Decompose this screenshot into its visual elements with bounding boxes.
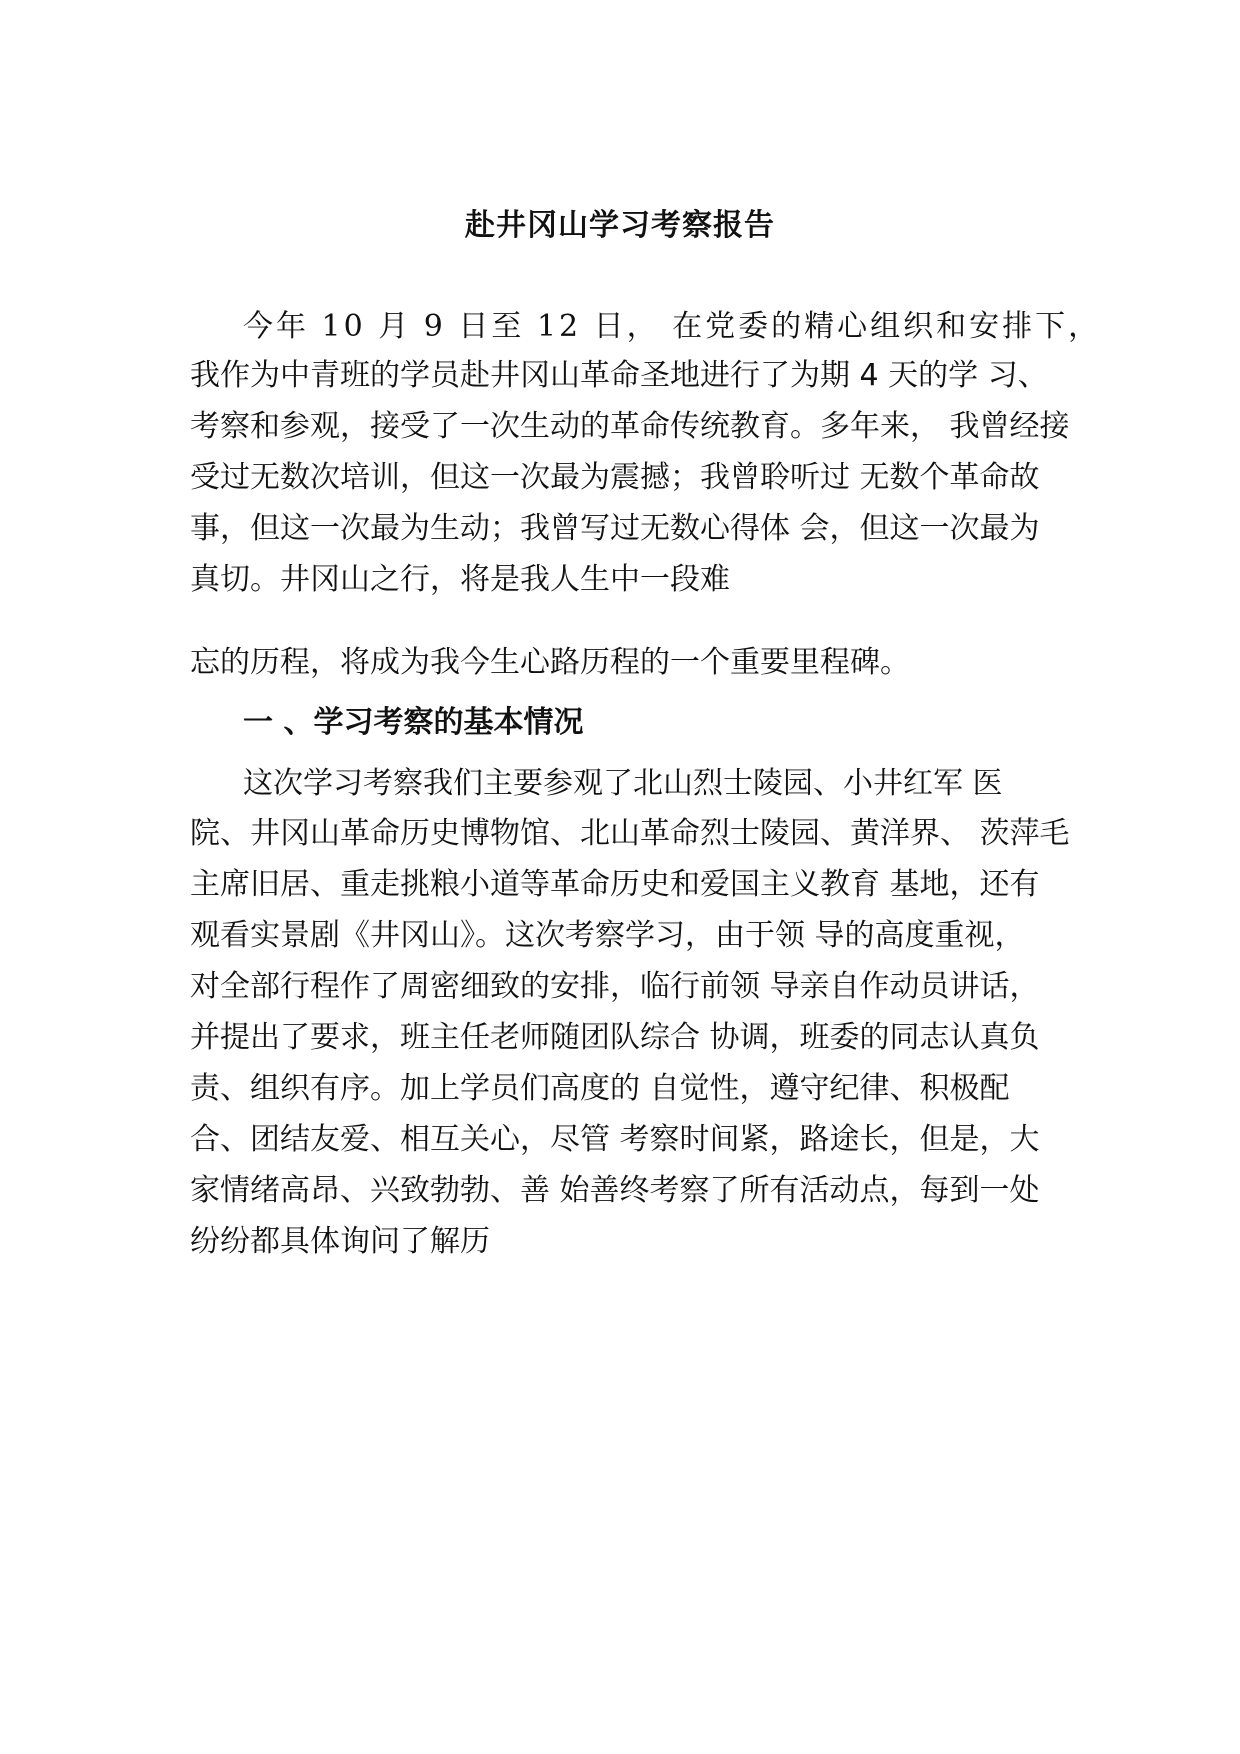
section-line-9: 家情绪高昂、兴致勃勃、善 始善终考察了所有活动点，每到一处 — [190, 1173, 1040, 1208]
document-title: 赴井冈山学习考察报告 — [465, 208, 775, 243]
section-heading: 一 、学习考察的基本情况 — [243, 705, 584, 740]
intro-first-line: 今年 10 月 9 日至 12 日， 在党委的精心组织和安排下， — [243, 309, 1102, 344]
intro-line-2: 考察和参观，接受了一次生动的革命传统教育。多年来， 我曾经接 — [190, 409, 1070, 444]
section-line-7: 责、组织有序。加上学员们高度的 自觉性，遵守纪律、积极配 — [190, 1071, 1010, 1106]
section-line-10: 纷纷都具体询问了解历 — [190, 1224, 490, 1259]
section-line-2: 院、井冈山革命历史博物馆、北山革命烈士陵园、黄洋界、 茨萍毛 — [190, 816, 1070, 851]
intro-line-3: 受过无数次培训，但这一次最为震撼；我曾聆听过 无数个革命故 — [190, 460, 1040, 495]
intro-line-1: 我作为中青班的学员赴井冈山革命圣地进行了为期 4 天的学 习、 — [190, 358, 1048, 393]
intro-tail-line: 忘的历程，将成为我今生心路历程的一个重要里程碑。 — [190, 645, 910, 680]
intro-line-5: 真切。井冈山之行，将是我人生中一段难 — [190, 562, 730, 597]
intro-line-4: 事，但这一次最为生动；我曾写过无数心得体 会，但这一次最为 — [190, 511, 1040, 546]
section-line-1: 这次学习考察我们主要参观了北山烈士陵园、小井红军 医 — [243, 766, 1003, 801]
section-line-6: 并提出了要求，班主任老师随团队综合 协调，班委的同志认真负 — [190, 1020, 1040, 1055]
section-line-8: 合、团结友爱、相互关心，尽管 考察时间紧，路途长，但是，大 — [190, 1122, 1040, 1157]
section-line-4: 观看实景剧《井冈山》。这次考察学习，由于领 导的高度重视， — [190, 918, 1025, 953]
section-line-5: 对全部行程作了周密细致的安排，临行前领 导亲自作动员讲话， — [190, 969, 1040, 1004]
section-line-3: 主席旧居、重走挑粮小道等革命历史和爱国主义教育 基地，还有 — [190, 867, 1040, 902]
